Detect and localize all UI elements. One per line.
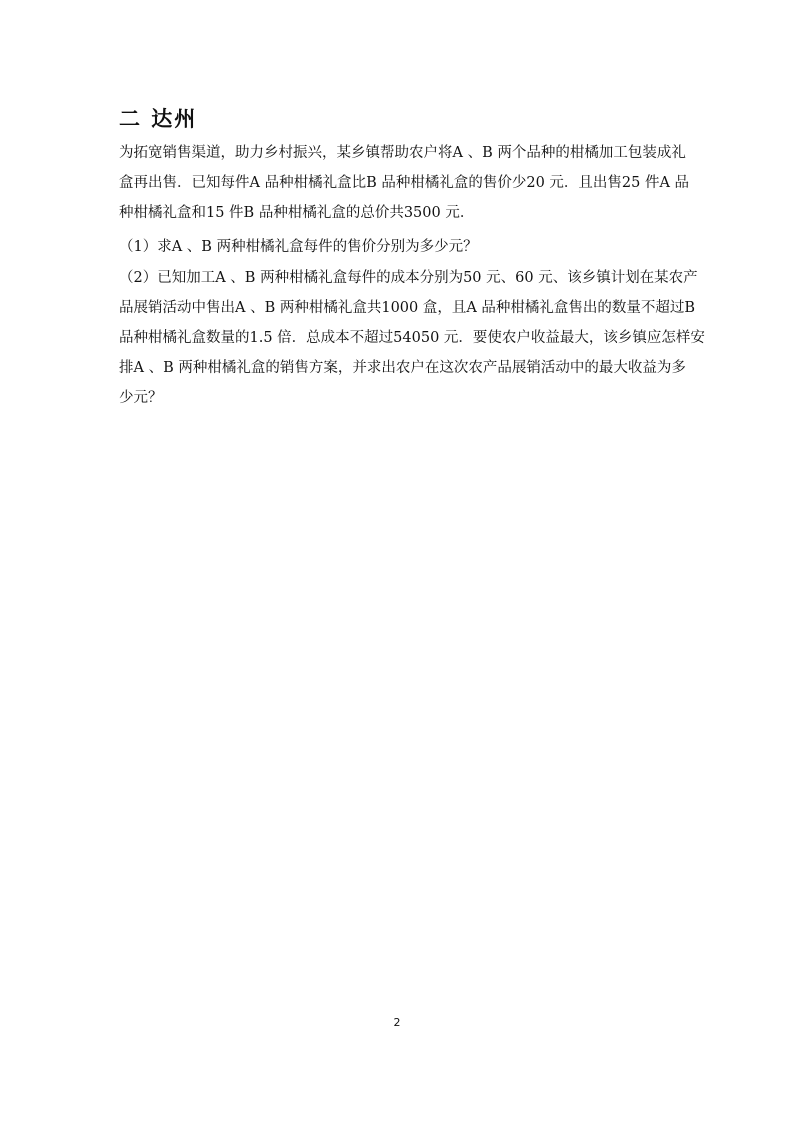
problem-text-line: 盒再出售．已知每件A 品种柑橘礼盒比B 品种柑橘礼盒的售价少20 元．且出售25 件A 品 xyxy=(119,175,690,191)
problem-text-line: 品种柑橘礼盒数量的1.5 倍．总成本不超过54050 元．要使农户收益最大，该乡镇应怎样安 xyxy=(119,330,705,346)
question-1-text: （1）求A 、B 两种柑橘礼盒每件的售价分别为多少元？ xyxy=(119,239,478,255)
section-heading: 二 达州 xyxy=(119,107,198,131)
question-2-text: （2）已知加工A 、B 两种柑橘礼盒每件的成本分别为50 元、60 元、该乡镇计划在某农产 xyxy=(119,270,698,286)
problem-text-line: 少元？ xyxy=(119,390,163,406)
problem-text-line: 排A 、B 两种柑橘礼盒的销售方案，并求出农户在这次农产品展销活动中的最大收益为多 xyxy=(119,360,686,376)
problem-text-line: 为拓宽销售渠道，助力乡村振兴，某乡镇帮助农户将A 、B 两个品种的柑橘加工包装成礼 xyxy=(119,145,686,161)
page-number: 2 xyxy=(393,1016,401,1029)
problem-text-line: 品展销活动中售出A 、B 两种柑橘礼盒共1000 盒，且A 品种柑橘礼盒售出的数量不超过B xyxy=(119,300,696,316)
problem-text-line: 种柑橘礼盒和15 件B 品种柑橘礼盒的总价共3500 元． xyxy=(119,205,475,221)
